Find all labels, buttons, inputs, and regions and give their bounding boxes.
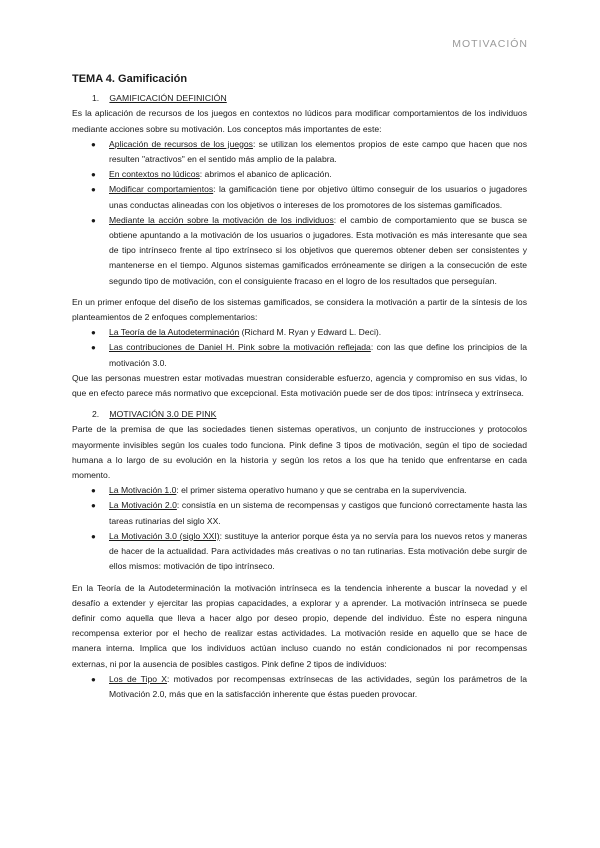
bullet-icon: ● (91, 170, 96, 180)
item-lead: Los de Tipo X (109, 673, 167, 684)
item-lead: La Motivación 2.0 (109, 500, 177, 511)
bullet-icon: ● (91, 674, 96, 684)
section-title: GAMIFICACIÓN DEFINICIÓN (109, 93, 227, 104)
bullet-icon: ● (91, 139, 96, 149)
bullet-list (72, 325, 527, 371)
list-item (72, 672, 527, 702)
item-lead: En contextos no lúdicos (109, 169, 200, 180)
list-item (72, 325, 527, 340)
item-lead: Aplicación de recursos de los juegos (109, 138, 253, 149)
bullet-icon: ● (91, 486, 96, 496)
list-item (72, 340, 527, 370)
item-text: : motivados por recompensas extrínsecas de las actividades, según los parámetros de la Motivación 2.0, más que en la satisfacción inherente que éstas pueden provocar. (109, 673, 527, 699)
paragraph: En un primer enfoque del diseño de los sistemas gamificados, se considera la motivación a partir de la síntesis de los planteamientos de 2 enfoques complementarios: (72, 296, 527, 323)
section-heading-2 (92, 407, 527, 422)
section-number: 1. (92, 93, 100, 104)
item-lead: La Motivación 1.0 (109, 485, 177, 496)
bullet-list (72, 483, 527, 574)
bullet-list (72, 137, 527, 289)
item-lead: La Teoría de la Autodeterminación (109, 327, 240, 338)
list-item (72, 529, 527, 575)
item-text: : sustituye la anterior porque ésta ya no servía para los nuevos retos y maneras de hacer de la actualidad. Para actividades más creativas o no tan rutinarias. Esta motivación debe surgir de ellos mismos: motivación de tipo intrínseco. (109, 530, 527, 572)
document-body (72, 72, 527, 702)
list-item (72, 137, 527, 167)
item-text: (Richard M. Ryan y Edward L. Deci). (239, 327, 382, 338)
paragraph: En la Teoría de la Autodeterminación la motivación intrínseca es la tendencia inherente a buscar la novedad y el desafío a extender y ejercitar las propias capacidades, a explorar y a aprender. La motivación intrínseca se puede definir como aquella que lleva a hacer algo por deseo propio, depende del individuo. Éste no espera ninguna recompensa exterior por el hecho de realizar estas actividades. La motivación reside en aquello que se hace de manera interna. Implica que los individuos actúan incluso cuando no están condicionados ni por recompensas externas, ni por la ausencia de posibles castigos. Pink define 2 tipos de individuos: (72, 582, 527, 669)
bullet-icon: ● (91, 185, 96, 195)
paragraph: Es la aplicación de recursos de los juegos en contextos no lúdicos para modificar comportamientos de los individuos mediante acciones sobre su motivación. Los conceptos más importantes de este: (72, 108, 527, 134)
item-lead: Las contribuciones de Daniel H. Pink sobre la motivación reflejada (109, 342, 371, 353)
item-text: : con las que define los principios de la motivación 3.0. (109, 342, 527, 368)
item-lead: Modificar comportamientos (109, 184, 214, 195)
item-text: : consistía en un sistema de recompensas y castigos que funcionó correctamente hasta las tareas rutinarias del siglo XX. (109, 500, 527, 526)
bullet-icon: ● (91, 343, 96, 353)
paragraph: Que las personas muestren estar motivadas muestran considerable esfuerzo, agencia y compromiso en sus vidas, lo que en efecto parece más normativo que excepcional. Esta motivación puede ser de dos tipos: intrínseca y extrínseca. (72, 372, 527, 399)
page-header: MOTIVACIÓN (452, 38, 528, 50)
list-item (72, 483, 527, 498)
section-title: MOTIVACIÓN 3.0 DE PINK (109, 409, 217, 420)
list-item (72, 167, 527, 182)
item-text: : se utilizan los elementos propios de este campo que hacen que nos resulten "atractivos" en el sentido más amplio de la palabra. (109, 138, 527, 165)
item-text: : el cambio de comportamiento que se busca se obtiene apuntando a la motivación de los usuarios o jugadores. Esta motivación es más interesante que sea de tipo intrínseco frente al tipo extrínseco si los objetivos que queremos obtener deben ser consistentes y mantenerse en el tiempo. Algunos sistemas gamificados erróneamente se dirigen a la consecución de este segundo tipo de motivación, con el consiguiente fracaso en el logro de los resultados que perseguían. (109, 214, 527, 286)
list-item (72, 498, 527, 528)
list-item (72, 213, 527, 289)
item-text: : abrimos el abanico de aplicación. (199, 169, 332, 180)
list-item (72, 182, 527, 212)
item-text: : la gamificación tiene por objetivo último conseguir de los usuarios o jugadores unas conductas alineadas con los objetivos o intereses de los promotores de los sistemas gamificados. (109, 184, 528, 210)
section-heading-1 (92, 91, 527, 106)
bullet-list (72, 672, 527, 702)
item-text: : el primer sistema operativo humano y que se centraba en la supervivencia. (176, 485, 467, 496)
paragraph: Parte de la premisa de que las sociedades tienen sistemas operativos, un conjunto de instrucciones y protocolos mayormente invisibles según los cuales todo funciona. Pink define 3 tipos de motivación, según el tipo de sociedad humana a lo largo de su evolución en la historia y según los retos a los que ha tenido que enfrentarse en cada momento. (72, 424, 527, 481)
section-number: 2. (92, 409, 100, 420)
bullet-icon: ● (91, 531, 96, 541)
item-lead: La Motivación 3.0 (siglo XXI) (109, 530, 220, 541)
bullet-icon: ● (91, 328, 96, 338)
document-title: TEMA 4. Gamificación (72, 73, 188, 85)
bullet-icon: ● (91, 215, 96, 225)
bullet-icon: ● (91, 501, 96, 511)
item-lead: Mediante la acción sobre la motivación de los individuos (109, 214, 334, 225)
